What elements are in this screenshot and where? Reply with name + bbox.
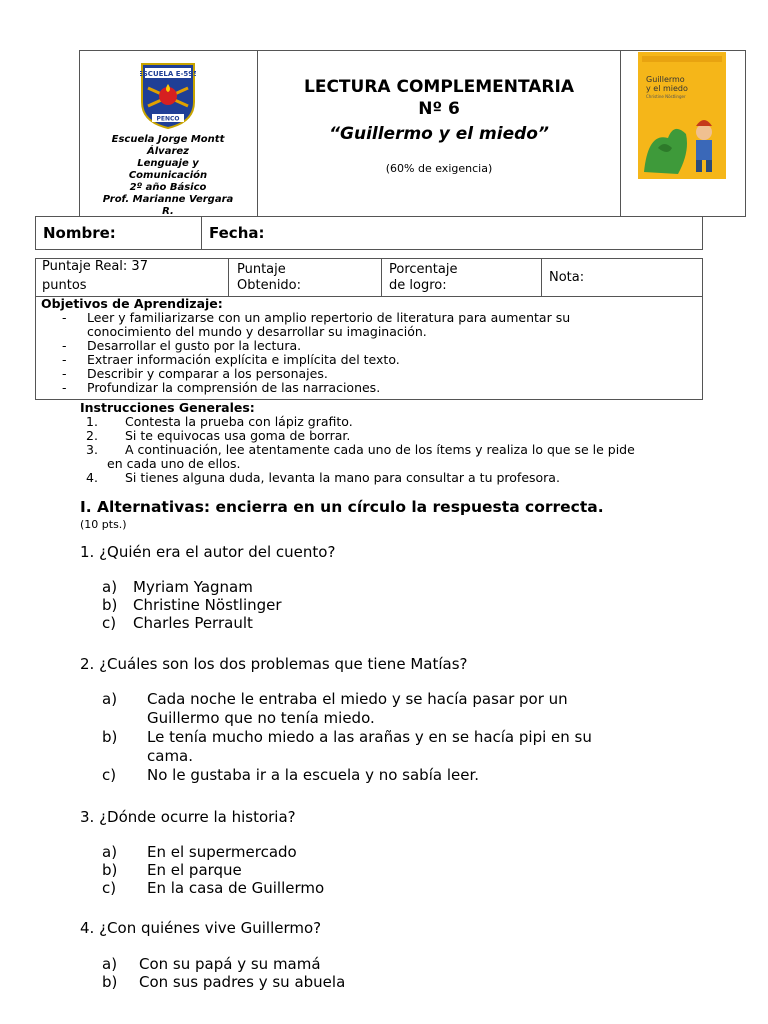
instruction-text: Contesta la prueba con lápiz grafito. xyxy=(125,414,353,429)
option-letter: b) xyxy=(102,728,118,746)
options-q1 xyxy=(102,578,282,632)
option[interactable] xyxy=(102,690,702,728)
real-score-line: puntos xyxy=(42,278,87,293)
option-text: En el supermercado xyxy=(147,843,297,861)
title-line: Nº 6 xyxy=(418,99,460,119)
logo-school-town: PENCO xyxy=(156,115,180,123)
section-title: I. Alternativas: encierra en un círculo la respuesta correcta. xyxy=(80,498,604,516)
school-line: Prof. Marianne Vergara xyxy=(102,194,234,205)
option-text: Guillermo que no tenía miedo. xyxy=(147,709,375,727)
option[interactable] xyxy=(102,843,324,861)
score-divider xyxy=(541,258,542,296)
percent-line: de logro: xyxy=(389,278,447,293)
option-letter: a) xyxy=(102,690,118,708)
option[interactable] xyxy=(102,973,345,991)
title-line: LECTURA COMPLEMENTARIA xyxy=(304,77,574,97)
objective-item: - Extraer información explícita e implícita del texto. xyxy=(62,353,692,367)
objective-item: - Profundizar la comprensión de las narraciones. xyxy=(62,381,692,395)
score-divider xyxy=(381,258,382,296)
school-logo xyxy=(140,62,196,130)
grade-label: Nota: xyxy=(549,270,585,285)
objective-item: - Describir y comparar a los personajes. xyxy=(62,367,692,381)
options-q4 xyxy=(102,955,345,991)
obtained-score xyxy=(237,262,301,294)
score-divider xyxy=(228,258,229,296)
option[interactable] xyxy=(102,955,345,973)
question-3: 3. ¿Dónde ocurre la historia? xyxy=(80,808,296,826)
question-1: 1. ¿Quién era el autor del cuento? xyxy=(80,543,336,561)
logo-school-name: ESCUELA E-595 xyxy=(140,70,196,78)
option-text: Myriam Yagnam xyxy=(133,578,253,596)
option[interactable] xyxy=(102,861,324,879)
objectives-heading: Objetivos de Aprendizaje: xyxy=(41,296,223,311)
option-letter: a) xyxy=(102,843,118,861)
cover-title: y el miedo xyxy=(646,84,688,93)
objective-text: conocimiento del mundo y desarrollar su imaginación. xyxy=(87,324,427,339)
option-text: Cada noche le entraba el miedo y se hacía pasar por un xyxy=(147,690,568,708)
option-text: Con su papá y su mamá xyxy=(139,955,321,973)
option-letter: c) xyxy=(102,614,117,632)
school-line: R. xyxy=(162,206,174,217)
school-line: Comunicación xyxy=(128,170,208,181)
option-text: En el parque xyxy=(147,861,242,879)
instruction-number: 3. xyxy=(86,442,98,457)
option-text: No le gustaba ir a la escuela y no sabía leer. xyxy=(147,766,480,784)
achievement-percent xyxy=(389,262,457,294)
option[interactable] xyxy=(102,766,702,785)
option-letter: c) xyxy=(102,879,117,897)
option[interactable] xyxy=(102,614,282,632)
options-q3 xyxy=(102,843,324,897)
instruction-text: Si tienes alguna duda, levanta la mano para consultar a tu profesora. xyxy=(125,470,560,485)
cover-author: Christine Nöstlinger xyxy=(646,94,686,99)
option-letter: b) xyxy=(102,973,118,991)
percent-line: Porcentaje xyxy=(389,262,458,277)
school-line: Lenguaje y xyxy=(137,158,199,169)
objective-item: - Leer y familiarizarse con un amplio repertorio de literatura para aumentar su conocimiento del mundo y desarrollar su imaginación. xyxy=(62,311,692,339)
school-line: 2º año Básico xyxy=(129,182,207,193)
instruction-number: 1. xyxy=(86,414,98,429)
objectives-list xyxy=(62,311,692,395)
option[interactable] xyxy=(102,578,282,596)
real-score xyxy=(42,259,148,294)
student-info-table xyxy=(35,216,703,250)
option-letter: b) xyxy=(102,861,118,879)
obtained-line: Puntaje xyxy=(237,262,286,277)
objective-text: Leer y familiarizarse con un amplio repertorio de literatura para aumentar su xyxy=(87,310,571,325)
instruction-item xyxy=(86,429,726,443)
question-4: 4. ¿Con quiénes vive Guillermo? xyxy=(80,919,322,937)
options-q2 xyxy=(102,690,702,785)
section-points: (10 pts.) xyxy=(80,518,127,531)
option-text: Le tenía mucho miedo a las arañas y en se hacía pipi en su xyxy=(147,728,592,746)
book-title: “Guillermo y el miedo” xyxy=(329,124,549,144)
option-text: En la casa de Guillermo xyxy=(147,879,325,897)
doc-title xyxy=(258,76,620,120)
objective-text: Extraer información explícita e implícita del texto. xyxy=(87,352,400,367)
requirement-note: (60% de exigencia) xyxy=(385,162,493,175)
book-cover-image xyxy=(638,52,726,179)
instruction-number: 4. xyxy=(86,470,98,485)
obtained-line: Obtenido: xyxy=(237,278,302,293)
option-text: Con sus padres y su abuela xyxy=(139,973,346,991)
objective-text: Desarrollar el gusto por la lectura. xyxy=(87,338,302,353)
row-divider xyxy=(201,216,202,250)
instruction-item xyxy=(86,415,726,429)
header-divider xyxy=(620,50,621,217)
option-letter: b) xyxy=(102,596,118,614)
option-text: Charles Perrault xyxy=(133,614,253,632)
school-line: Álvarez xyxy=(147,146,189,157)
option-letter: a) xyxy=(102,578,118,596)
question-2: 2. ¿Cuáles son los dos problemas que tiene Matías? xyxy=(80,655,468,673)
date-label: Fecha: xyxy=(209,224,265,242)
instruction-text: A continuación, lee atentamente cada uno de los ítems y realiza lo que se le pide xyxy=(125,442,635,457)
option-letter: c) xyxy=(102,766,117,784)
instruction-number: 2. xyxy=(86,428,98,443)
option-text: cama. xyxy=(147,747,194,765)
option-text: Christine Nöstlinger xyxy=(133,596,282,614)
option[interactable] xyxy=(102,879,324,897)
objective-item: - Desarrollar el gusto por la lectura. xyxy=(62,339,692,353)
option-letter: a) xyxy=(102,955,118,973)
instruction-item xyxy=(86,443,726,457)
instruction-continuation: en cada uno de ellos. xyxy=(107,456,241,471)
school-line: Escuela Jorge Montt xyxy=(111,134,225,145)
cover-title: Guillermo xyxy=(646,75,685,84)
school-info xyxy=(86,134,250,218)
name-label: Nombre: xyxy=(43,224,116,242)
objective-text: Describir y comparar a los personajes. xyxy=(87,366,328,381)
real-score-line: Puntaje Real: 37 xyxy=(42,259,148,274)
objective-text: Profundizar la comprensión de las narraciones. xyxy=(87,380,381,395)
instructions-heading: Instrucciones Generales: xyxy=(80,400,255,415)
instruction-item xyxy=(86,471,726,485)
option[interactable] xyxy=(102,596,282,614)
instructions-list xyxy=(86,415,726,485)
instruction-text: Si te equivocas usa goma de borrar. xyxy=(125,428,351,443)
option[interactable] xyxy=(102,728,702,766)
